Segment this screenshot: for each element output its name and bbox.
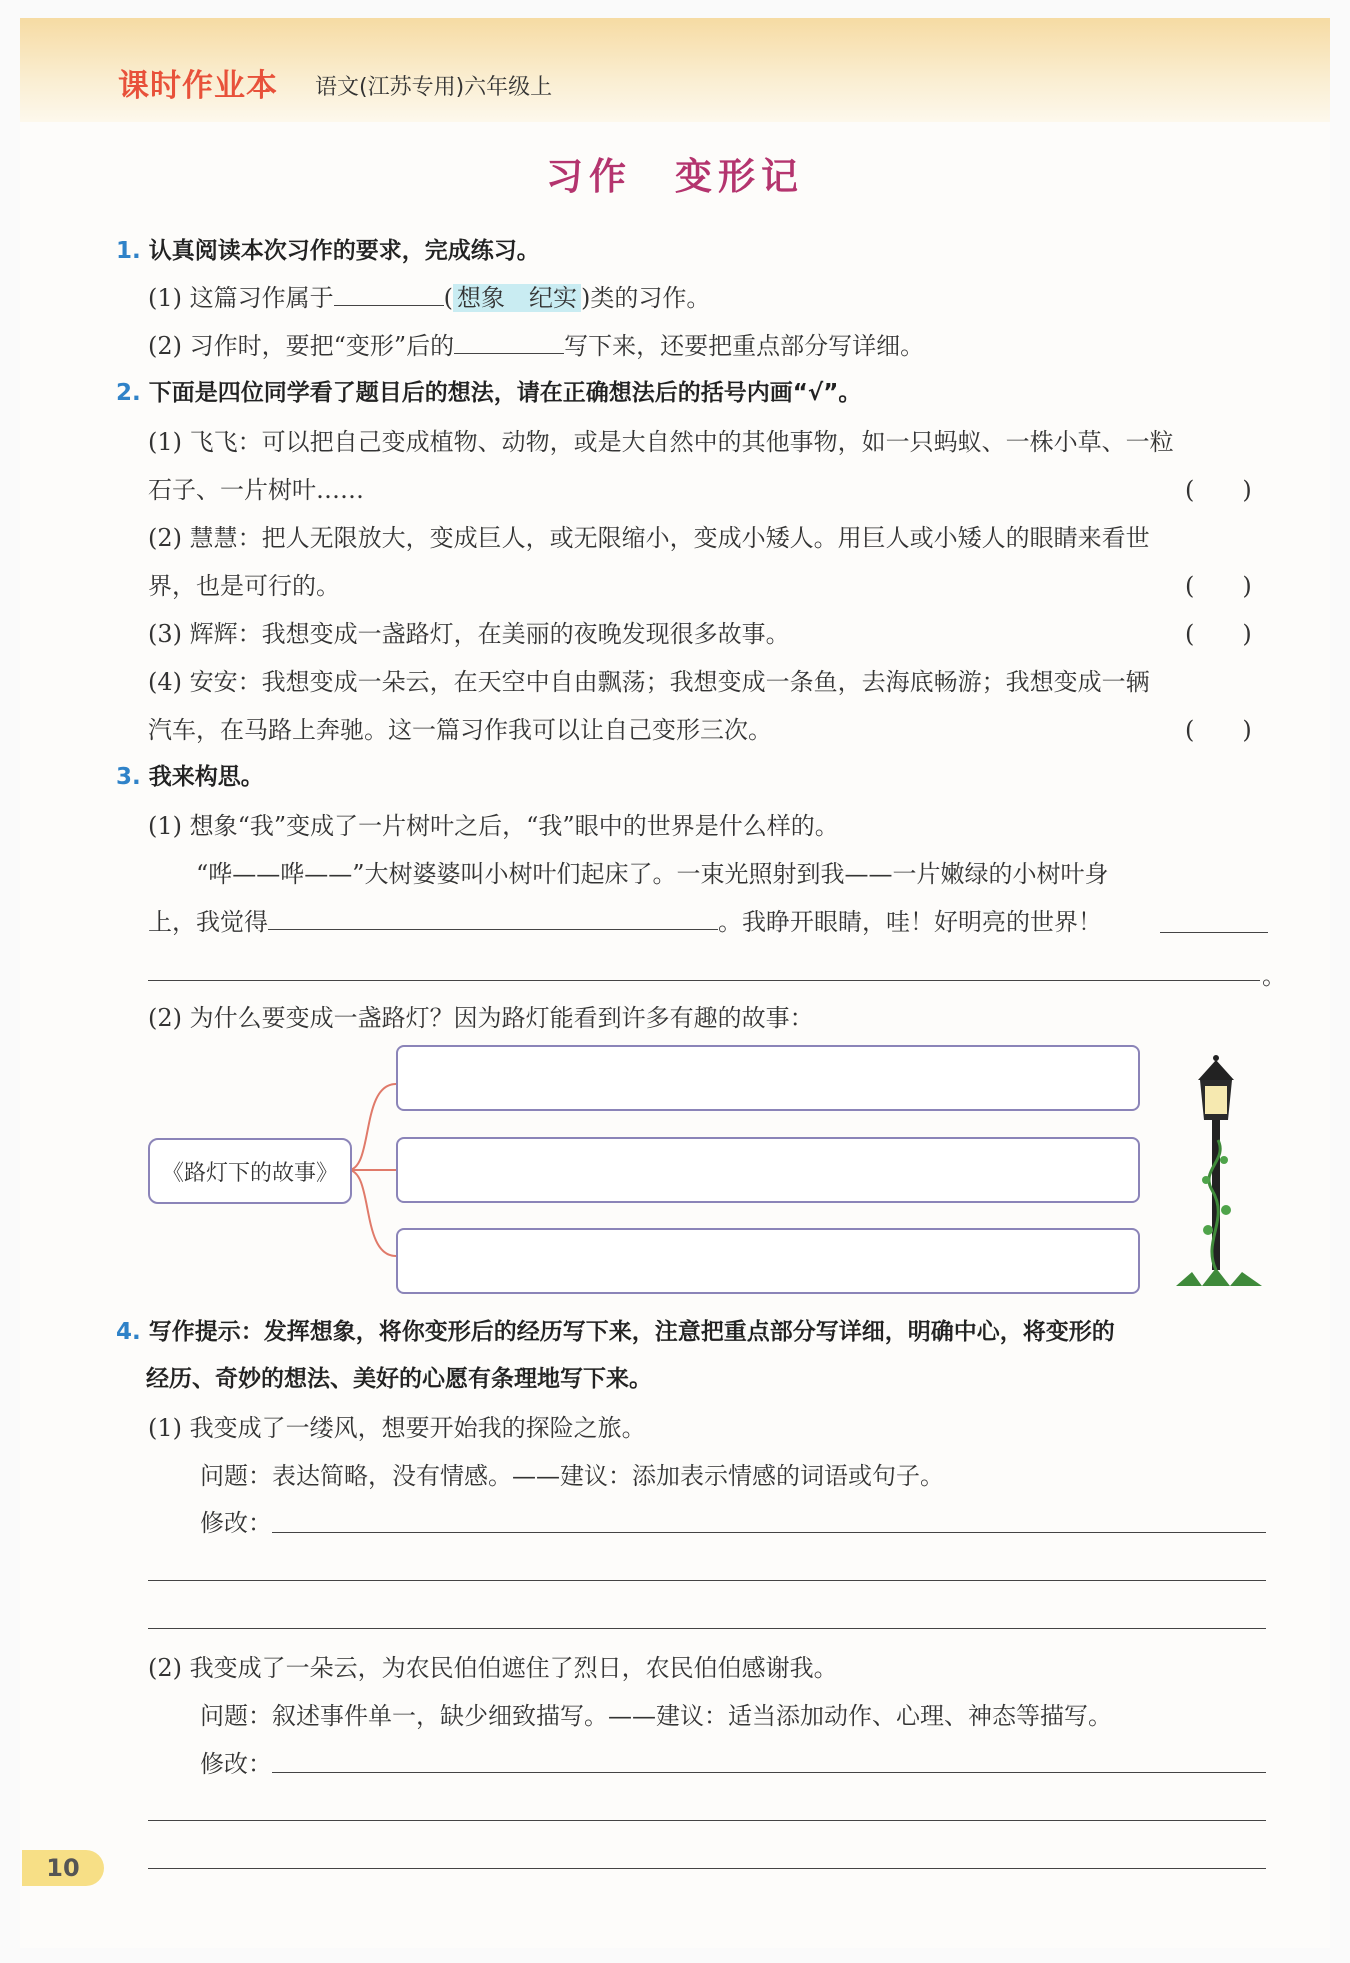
question-number: 1. — [116, 238, 141, 264]
q4-item-1-problem: 问题：表达简略，没有情感。——建议：添加表示情感的词语或句子。 — [200, 1462, 944, 1490]
edit-label: 修改： — [200, 1750, 272, 1778]
q3-passage-line1: “哗——哗——”大树婆婆叫小树叶们起床了。一束光照射到我——一片嫩绿的小树叶身 — [196, 860, 1109, 888]
story-title-box: 《路灯下的故事》 — [148, 1138, 352, 1204]
question-4 — [116, 1313, 1115, 1346]
question-text: 我来构思。 — [148, 764, 264, 790]
question-1 — [116, 232, 540, 265]
paren-open: ( — [443, 284, 453, 312]
passage-text: 。我睁开眼睛，哇！好明亮的世界！ — [718, 908, 1102, 936]
q4-item-2-problem: 问题：叙述事件单一，缺少细致描写。——建议：适当添加动作、心理、神态等描写。 — [200, 1702, 1112, 1730]
answer-line[interactable] — [148, 1868, 1266, 1869]
question-text: 写作提示：发挥想象，将你变形后的经历写下来，注意把重点部分写详细，明确中心，将变形的 — [148, 1319, 1115, 1345]
q3-item-1: (1) 想象“我”变成了一片树叶之后，“我”眼中的世界是什么样的。 — [148, 812, 839, 840]
page-number: 10 — [22, 1850, 104, 1886]
story-answer-box[interactable] — [396, 1045, 1140, 1111]
answer-paren[interactable]: ( ) — [1185, 716, 1252, 744]
page-title: 习作 变形记 — [546, 155, 804, 198]
answer-paren[interactable]: ( ) — [1185, 572, 1252, 600]
q1-item-1-tail: )类的习作。 — [581, 284, 711, 312]
passage-text: 上，我觉得 — [148, 908, 268, 936]
period-mark: 。 — [1262, 962, 1286, 990]
q4-item-1: (1) 我变成了一缕风，想要开始我的探险之旅。 — [148, 1414, 646, 1442]
answer-line[interactable] — [148, 1580, 1266, 1581]
question-number: 4. — [116, 1319, 141, 1345]
question-number: 2. — [116, 380, 141, 406]
q1-item-2-tail: 写下来，还要把重点部分写详细。 — [564, 332, 925, 360]
brand-title: 课时作业本 — [118, 68, 278, 104]
q2-item-4-line2: 汽车，在马路上奔驰。这一篇习作我可以让自己变形三次。 — [148, 716, 772, 744]
subject-label: 语文(江苏专用)六年级上 — [315, 75, 553, 100]
q2-item-3: (3) 辉辉：我想变成一盏路灯，在美丽的夜晚发现很多故事。 — [148, 620, 790, 648]
answer-line[interactable] — [148, 1820, 1266, 1821]
answer-line[interactable] — [148, 1628, 1266, 1629]
question-number: 3. — [116, 764, 141, 790]
answer-line[interactable] — [272, 1772, 1266, 1773]
q1-item-2 — [148, 326, 924, 361]
q1-item-2-text: (2) 习作时，要把“变形”后的 — [148, 332, 455, 360]
question-2 — [116, 374, 861, 407]
q3-passage-line2 — [148, 902, 1102, 937]
q4-item-2: (2) 我变成了一朵云，为农民伯伯遮住了烈日，农民伯伯感谢我。 — [148, 1654, 838, 1682]
q2-item-1-line2: 石子、一片树叶…… — [148, 476, 364, 504]
q2-item-2-line1: (2) 慧慧：把人无限放大，变成巨人，或无限缩小，变成小矮人。用巨人或小矮人的眼睛来看世 — [148, 524, 1150, 552]
choice-highlight: 想象 纪实 — [453, 284, 581, 312]
q3-item-2: (2) 为什么要变成一盏路灯？因为路灯能看到许多有趣的故事： — [148, 1004, 814, 1032]
answer-blank[interactable] — [454, 329, 564, 354]
q2-item-1-line1: (1) 飞飞：可以把自己变成植物、动物，或是大自然中的其他事物，如一只蚂蚁、一株小草、一粒 — [148, 428, 1174, 456]
question-4-line2: 经历、奇妙的想法、美好的心愿有条理地写下来。 — [146, 1366, 652, 1392]
answer-blank[interactable] — [268, 905, 718, 930]
answer-blank[interactable] — [334, 281, 444, 306]
q1-item-1-text: (1) 这篇习作属于 — [148, 284, 334, 312]
q1-item-1 — [148, 278, 710, 313]
answer-line[interactable] — [1160, 932, 1268, 933]
question-text: 下面是四位同学看了题目后的想法，请在正确想法后的括号内画“√”。 — [148, 380, 862, 406]
answer-paren[interactable]: ( ) — [1185, 476, 1252, 504]
answer-line[interactable] — [148, 980, 1260, 981]
story-answer-box[interactable] — [396, 1137, 1140, 1203]
question-text: 认真阅读本次习作的要求，完成练习。 — [148, 238, 540, 264]
question-3 — [116, 758, 264, 791]
story-answer-box[interactable] — [396, 1228, 1140, 1294]
answer-line[interactable] — [272, 1532, 1266, 1533]
street-lamp-illustration — [1172, 1050, 1268, 1290]
edit-label: 修改： — [200, 1509, 272, 1537]
q2-item-4-line1: (4) 安安：我想变成一朵云，在天空中自由飘荡；我想变成一条鱼，去海底畅游；我想变成一辆 — [148, 668, 1150, 696]
answer-paren[interactable]: ( ) — [1185, 620, 1252, 648]
q2-item-2-line2: 界，也是可行的。 — [148, 572, 340, 600]
